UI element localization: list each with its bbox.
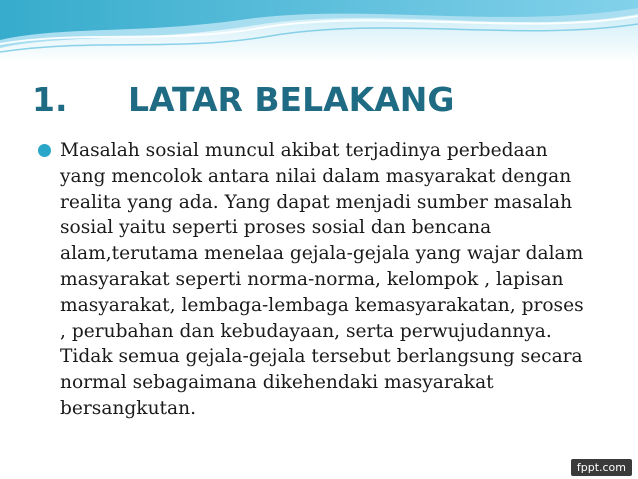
text-line: masyarakat, lembaga-lembaga kemasyarakatan, proses <box>60 294 584 316</box>
text-line: masyarakat seperti norma-norma, kelompok , lapisan <box>60 268 564 290</box>
bullet-dot-icon <box>38 144 51 157</box>
title-number: 1. <box>32 80 68 119</box>
text-line: realita yang ada. Yang dapat menjadi sumber masalah <box>60 191 573 213</box>
title-text: LATAR BELAKANG <box>128 80 455 119</box>
text-line: bersangkutan. <box>60 397 196 419</box>
fppt-watermark[interactable]: fppt.com <box>571 459 632 476</box>
text-line: sosial yaitu seperti proses sosial dan bencana <box>60 217 492 239</box>
text-line: alam,terutama menelaa gejala-gejala yang wajar dalam <box>60 243 584 265</box>
text-line: Masalah sosial muncul akibat terjadinya perbedaan <box>60 140 548 161</box>
text-line: yang mencolok antara nilai dalam masyarakat dengan <box>60 165 572 187</box>
bullet-item <box>38 138 623 422</box>
text-line: Tidak semua gejala-gejala tersebut berlangsung secara <box>60 346 583 368</box>
slide-title <box>32 80 632 120</box>
bullet-paragraph <box>60 138 623 422</box>
header-wave-decoration <box>0 0 638 62</box>
text-line: , perubahan dan kebudayaan, serta perwujudannya. <box>60 320 552 342</box>
text-line: normal sebagaimana dikehendaki masyarakat <box>60 372 494 394</box>
